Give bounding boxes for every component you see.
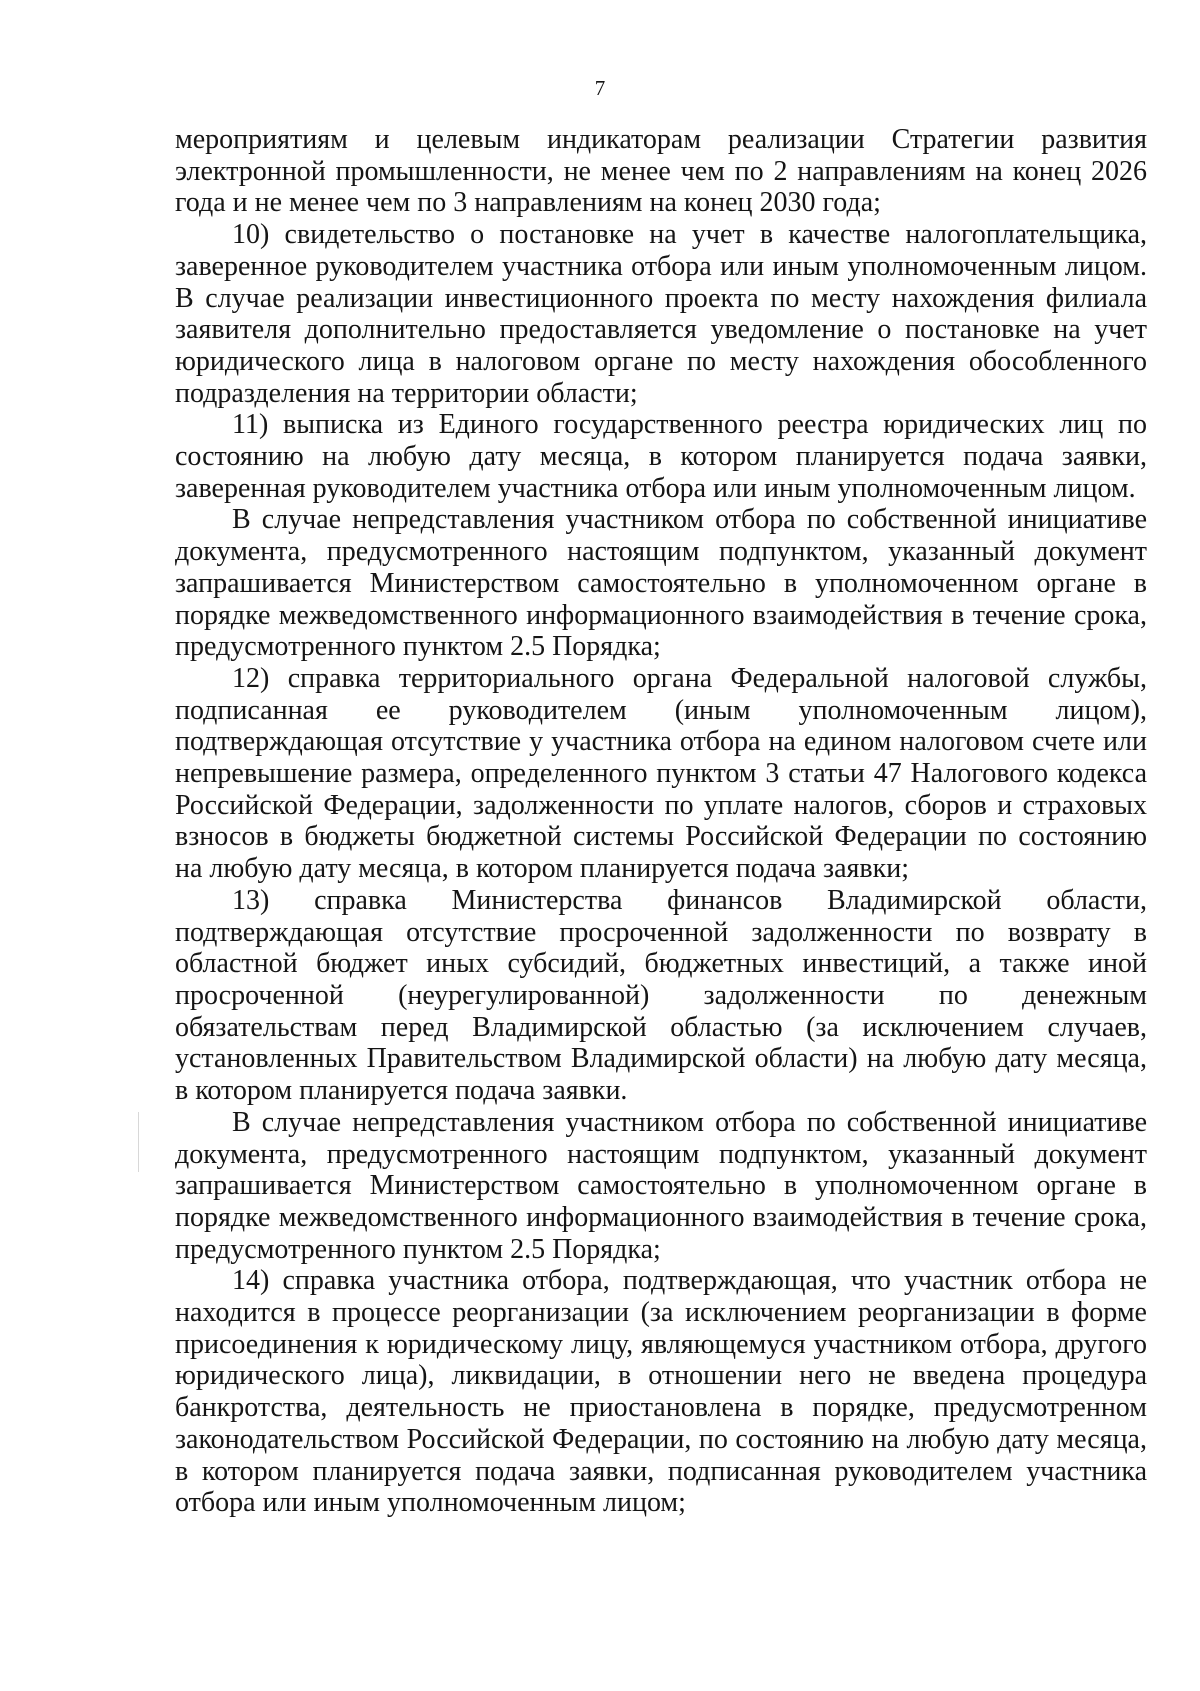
paragraph-item-14: 14) справка участника отбора, подтверждающая, что участник отбора не находится в процессе реорганизации (за исключением реорганизации в форме присоединения к юридическому лицу, являющемуся участником отбора, другого юридического лица), ликвидации, в отношении него не введена процедура банкротства, деятельность не приостановлена в порядке, предусмотренном законодательством Российской Федерации, по состоянию на любую дату месяца, в котором планируется подача заявки, подписанная руководителем участника отбора или иным уполномоченным лицом; (175, 1265, 1147, 1519)
document-body (175, 124, 1147, 1519)
paragraph-non-submission-note-2: В случае непредставления участником отбора по собственной инициативе документа, предусмотренного настоящим подпунктом, указанный документ запрашивается Министерством самостоятельно в уполномоченном органе в порядке межведомственного информационного взаимодействия в течение срока, предусмотренного пунктом 2.5 Порядка; (175, 1106, 1147, 1265)
paragraph-item-10: 10) свидетельство о постановке на учет в качестве налогоплательщика, заверенное руководителем участника отбора или иным уполномоченным лицом. В случае реализации инвестиционного проекта по месту нахождения филиала заявителя дополнительно предоставляется уведомление о постановке на учет юридического лица в налоговом органе по месту нахождения обособленного подразделения на территории области; (175, 219, 1147, 409)
paragraph-item-12: 12) справка территориального органа Федеральной налоговой службы, подписанная ее руководителем (иным уполномоченным лицом), подтверждающая отсутствие у участника отбора на едином налоговом счете или непревышение размера, определенного пунктом 3 статьи 47 Налогового кодекса Российской Федерации, задолженности по уплате налогов, сборов и страховых взносов в бюджеты бюджетной системы Российской Федерации по состоянию на любую дату месяца, в котором планируется подача заявки; (175, 662, 1147, 885)
paragraph-item-11: 11) выписка из Единого государственного реестра юридических лиц по состоянию на любую дату месяца, в котором планируется подача заявки, заверенная руководителем участника отбора или иным уполномоченным лицом. (175, 409, 1147, 504)
paragraph-item-13: 13) справка Министерства финансов Владимирской области, подтверждающая отсутствие просроченной задолженности по возврату в областной бюджет иных субсидий, бюджетных инвестиций, а также иной просроченной (неурегулированной) задолженности по денежным обязательствам перед Владимирской областью (за исключением случаев, установленных Правительством Владимирской области) на любую дату месяца, в котором планируется подача заявки. (175, 884, 1147, 1107)
paragraph-non-submission-note-1: В случае непредставления участником отбора по собственной инициативе документа, предусмотренного настоящим подпунктом, указанный документ запрашивается Министерством самостоятельно в уполномоченном органе в порядке межведомственного информационного взаимодействия в течение срока, предусмотренного пунктом 2.5 Порядка; (175, 504, 1147, 663)
scan-margin-mark (138, 1112, 139, 1172)
paragraph-strategy-continuation: мероприятиям и целевым индикаторам реализации Стратегии развития электронной промышленности, не менее чем по 2 направлениям на конец 2026 года и не менее чем по 3 направлениям на конец 2030 года; (175, 124, 1147, 219)
page-number: 7 (594, 76, 606, 100)
